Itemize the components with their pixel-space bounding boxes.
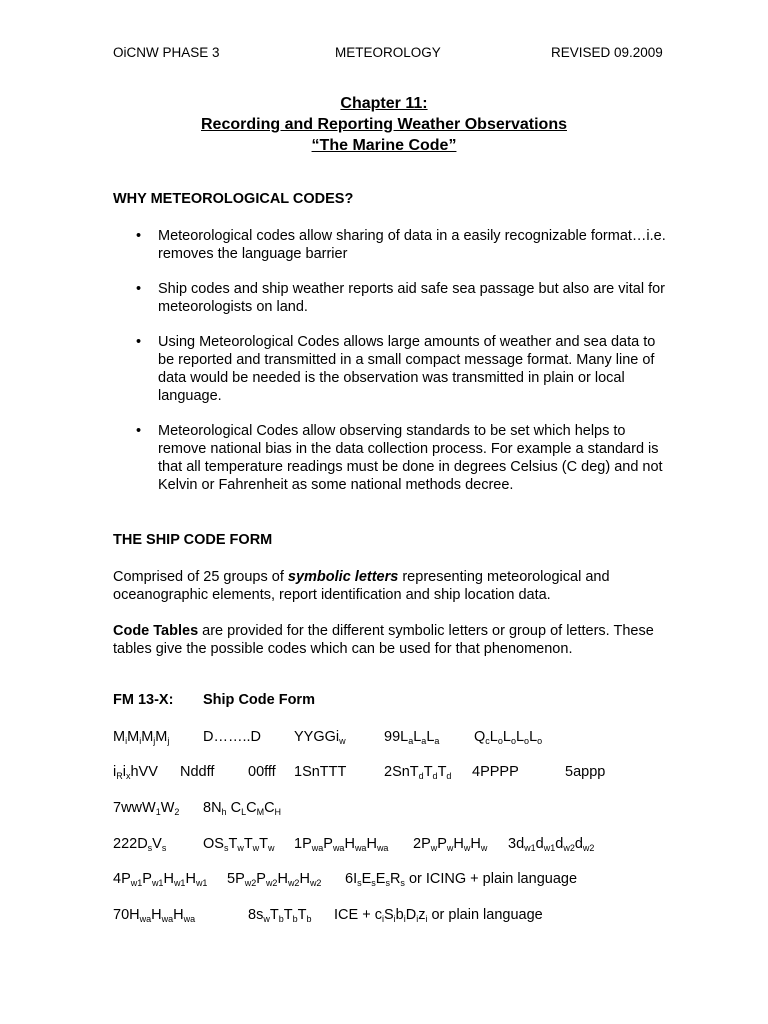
code-group: $4P_{w1}P_{w1}H_{w1}H_{w1}$ (113, 871, 208, 888)
header-revision: REVISED 09.2009 (551, 45, 663, 60)
code-group: $3d_{w1}d_{w1}d_{w2}d_{w2}$ (508, 836, 595, 853)
code-group: $222D_sV_s$ (113, 836, 167, 853)
bullet-item: • Meteorological codes allow sharing of data in a easily recognizable format…i.e. removes the language barrier (113, 227, 673, 263)
section-heading-why: WHY METEOROLOGICAL CODES? (113, 191, 354, 207)
emphasis-symbolic-letters: symbolic letters (287, 569, 399, 585)
para-text: representing meteorological and oceanographic elements, report identification and ship location data. (113, 569, 610, 603)
code-group: $OS_sT_wT_wT_w$ (203, 836, 275, 853)
bullet-item: • Meteorological Codes allow observing standards to be set which helps to remove national bias in the data collection process. For example a standard is that all temperature readings must be done in degrees Celsius (C deg) and not Kelvin or Fahrenheit as some national methods decree. (113, 422, 673, 494)
code-group: 1SnTTT (294, 764, 347, 780)
bullet-item: • Using Meteorological Codes allows large amounts of weather and sea data to be reported and transmitted in a small compact message format. Many line of data would be needed is the observation was transmitted in plain or local language. (113, 333, 673, 405)
code-row (0, 800, 768, 820)
code-group: $2SnT_dT_dT_d$ (384, 764, 452, 781)
code-group: $M_iM_iM_jM_j$ (113, 729, 170, 746)
code-group: $1P_{wa}P_{wa}H_{wa}H_{wa}$ (294, 836, 389, 853)
code-group: D……..D (203, 729, 261, 745)
section-heading-ship-code: THE SHIP CODE FORM (113, 532, 273, 548)
code-group: $70H_{wa}H_{wa}H_{wa}$ (113, 907, 196, 924)
code-group: $99L_aL_aL_a$ (384, 729, 440, 746)
code-group: $5P_{w2}P_{w2}H_{w2}H_{w2}$ (227, 871, 322, 888)
code-group: $2P_wP_wH_wH_w$ (413, 836, 488, 853)
code-row (0, 764, 768, 784)
code-group: $6I_sE_sE_sR_s$ or ICING + plain language (345, 871, 578, 888)
code-group: 00fff (248, 764, 276, 780)
bullet-item: • Ship codes and ship weather reports aid safe sea passage but also are vital for meteorologists on land. (113, 280, 673, 316)
para-text: Comprised of 25 groups of (113, 569, 288, 585)
code-group: Nddff (180, 764, 215, 780)
paragraph-code-tables (113, 622, 673, 658)
chapter-title: Recording and Reporting Weather Observations (201, 116, 567, 133)
emphasis-code-tables: Code Tables (113, 623, 199, 639)
code-group: $i_Ri_xhVV$ (113, 764, 158, 781)
paragraph-symbolic-letters (113, 568, 673, 604)
chapter-title-block (0, 93, 768, 156)
code-group: 5appp (565, 764, 606, 780)
para-text: are provided for the different symbolic letters or group of letters. These tables give the possible codes which can be used for that phenomenon. (113, 623, 654, 657)
header-subject: METEOROLOGY (335, 45, 441, 60)
code-group: $8N_h$ $C_LC_MC_H$ (203, 800, 282, 817)
chapter-code-name: “The Marine Code” (311, 137, 457, 154)
form-name: Ship Code Form (203, 692, 315, 708)
code-group: $7wwW_1W_2$ (113, 800, 180, 817)
header-course: OiCNW PHASE 3 (113, 45, 220, 60)
form-label: FM 13-X: (113, 692, 174, 708)
code-row (0, 729, 768, 749)
why-bullet-list (113, 227, 673, 511)
chapter-number: Chapter 11: (340, 95, 428, 112)
code-group: $Q_cL_oL_oL_oL_o$ (474, 729, 543, 746)
code-row (0, 907, 768, 927)
code-group: $8s_wT_bT_bT_b$ (248, 907, 312, 924)
code-row (0, 871, 768, 891)
code-group: ICE + $c_iS_ib_iD_iz_i$ or plain language (334, 907, 543, 924)
code-group: YYGGi$_w$ (294, 729, 346, 746)
code-group: 4PPPP (472, 764, 519, 780)
code-row (0, 836, 768, 856)
